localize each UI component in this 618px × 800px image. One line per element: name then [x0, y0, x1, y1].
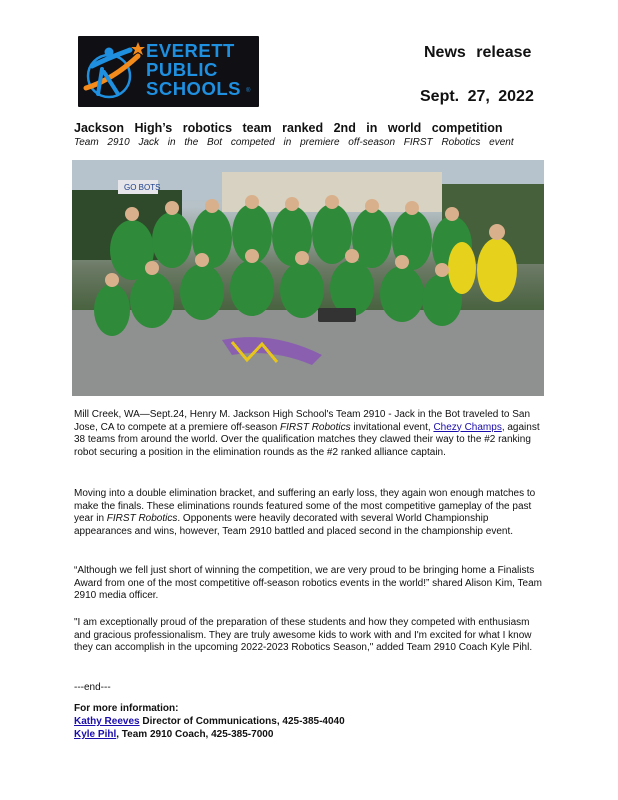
paragraph-4: "I am exceptionally proud of the preparation of these students and how they competed with enthusiasm and gracious professionalism. They are truly awesome kids to work with and I'm excited for what I know they can accomplish in the upcoming 2022-2023 Robotics Season," added Team 2910 Coach Kyle Pihl. — [74, 617, 533, 653]
logo-line-1: EVERETT — [146, 40, 235, 61]
p1-text-c: , against 38 teams from around the world. Over the qualification matches they clawed their way to the #2 ranking robot securing a position in the elimination rounds as the #2 ranked alliance captain. — [74, 421, 540, 458]
contact-item — [74, 729, 273, 740]
logo-wordmark — [146, 41, 241, 98]
team-photo — [72, 160, 544, 396]
chezy-champs-link[interactable]: Chezy Champs — [433, 421, 502, 433]
logo-line-2: PUBLIC — [146, 59, 218, 80]
p1-text-a: Mill Creek, WA—Sept.24, Henry M. Jackson High School's Team 2910 - Jack in the Bot traveled to San Jose, CA to compete at a premiere off-season — [74, 409, 531, 433]
news-release-label: News release — [424, 44, 532, 61]
registered-mark: ® — [246, 88, 251, 94]
contact-detail: , Team 2910 Coach, 425-385-7000 — [116, 729, 274, 740]
district-logo — [78, 36, 259, 107]
p2-text-a: Moving into a double elimination bracket, and suffering an early loss, they again won enough matches to make the finals. These eliminations rounds featured some of the most competitive gameplay of the past year in — [74, 488, 536, 524]
p1-text-b: invitational event, — [350, 421, 434, 433]
paragraph-2 — [74, 488, 544, 538]
contact-title: For more information: — [74, 703, 179, 714]
contact-item — [74, 716, 345, 727]
logo-line-3: SCHOOLS — [146, 78, 241, 99]
contact-kathy-reeves-link[interactable]: Kathy Reeves — [74, 716, 140, 727]
paragraph-3: “Although we fell just short of winning the competition, we are very proud to be bringing home a Finalists Award from one of the most competitive off-season robotics events in the world!” shared Alison Kim, Team 2910 media officer. — [74, 565, 543, 601]
p2-first-italic: FIRST Robotics — [106, 513, 178, 524]
subheadline: Team 2910 Jack in the Bot competed in premiere off-season FIRST Robotics event — [74, 137, 514, 148]
paragraph-1 — [74, 409, 544, 459]
contact-detail: Director of Communications, 425-385-4040 — [139, 716, 345, 727]
p2-text-b: . Opponents were heavily decorated with several World Championship appearances and wins, however, Team 2910 battled and placed second in the championship event. — [74, 513, 514, 537]
photo-sign: GO BOTS — [124, 183, 161, 192]
headline: Jackson High’s robotics team ranked 2nd in world competition — [74, 121, 503, 135]
contact-kyle-pihl-link[interactable]: Kyle Pihl — [74, 729, 117, 740]
team-group-photo-icon — [72, 160, 544, 396]
release-date: Sept. 27, 2022 — [420, 88, 534, 105]
p1-first-italic: FIRST Robotics — [280, 421, 351, 433]
end-marker: ---end--- — [74, 682, 111, 693]
